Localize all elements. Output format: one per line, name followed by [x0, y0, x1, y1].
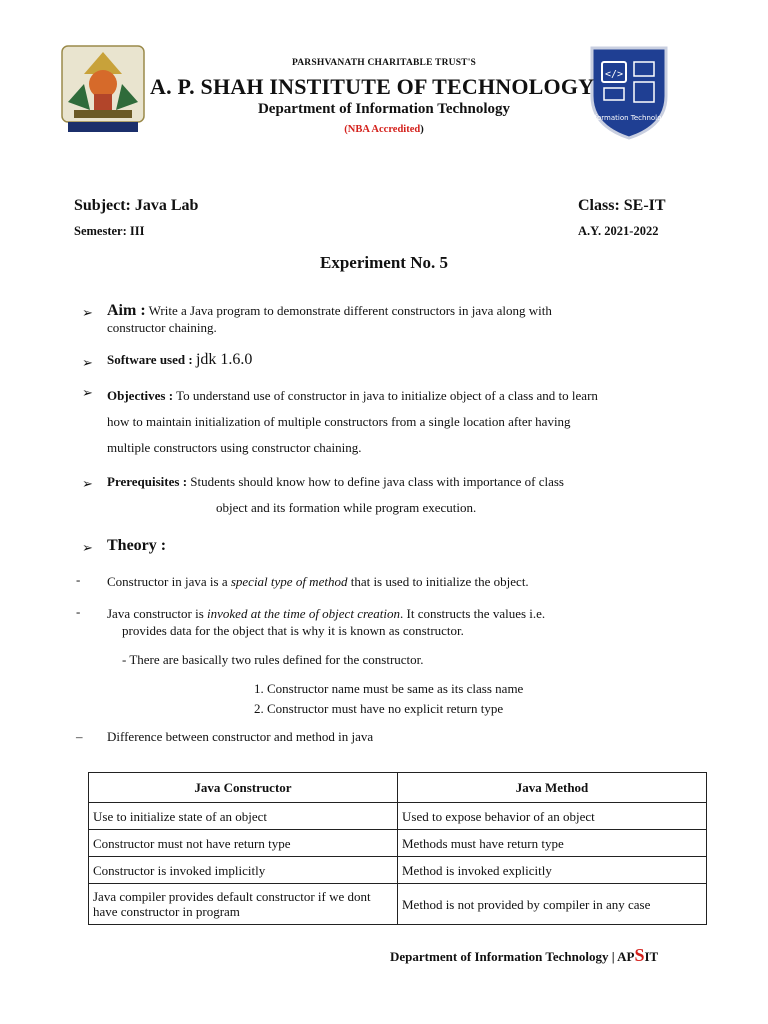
department-name: Department of Information Technology: [257, 101, 511, 117]
prerequisites-section: [107, 473, 564, 490]
table-cell: Used to expose behavior of an object: [398, 803, 707, 830]
objectives-label: Objectives :: [107, 388, 174, 403]
table-cell: Methods must have return type: [398, 830, 707, 857]
bullet-arrow: ➢: [82, 305, 93, 320]
prerequisites-line: Students should know how to define java class with importance of class: [190, 474, 564, 489]
theory-label: Theory :: [107, 537, 167, 554]
difference-heading: Difference between constructor and method in java: [107, 729, 374, 744]
table-row: [89, 803, 707, 830]
objectives-line: To understand use of constructor in java to initialize object of a class and to learn: [176, 388, 598, 403]
aim-text-2: constructor chaining.: [107, 320, 217, 335]
table-row: [89, 884, 707, 925]
constructor-vs-method-table: [88, 772, 707, 925]
en-dash: –: [76, 729, 83, 744]
table-cell: Java compiler provides default constructor if we dont have constructor in program: [89, 884, 398, 925]
objectives-section: [107, 383, 717, 461]
class: Class: SE-IT: [578, 197, 666, 214]
bullet-arrow: ➢: [82, 540, 93, 555]
table-cell: Method is not provided by compiler in any case: [398, 884, 707, 925]
experiment-title: Experiment No. 5: [320, 253, 448, 272]
aim-section: [107, 302, 707, 336]
aim-text: Write a Java program to demonstrate different constructors in java along with: [148, 303, 552, 318]
table-header-row: [89, 773, 707, 803]
theory-paragraph-1: Constructor in java is a special type of method that is used to initialize the object.: [107, 574, 529, 589]
aim-label: Aim :: [107, 302, 146, 319]
prerequisites-line-2: object and its formation while program execution.: [216, 500, 477, 515]
objectives-line: how to maintain initialization of multiple constructors from a single location after having: [107, 414, 571, 429]
rule-1: 1. Constructor name must be same as its class name: [254, 681, 524, 696]
theory-paragraph-2-line-2: provides data for the object that is why it is known as constructor.: [122, 623, 464, 638]
trust-name: PARSHVANATH CHARITABLE TRUST'S: [291, 58, 477, 68]
rules-intro: - There are basically two rules defined for the constructor.: [122, 652, 424, 667]
page-footer: Department of Information Technology | APSIT: [390, 945, 659, 965]
table-cell: Use to initialize state of an object: [89, 803, 398, 830]
svg-text:</>: </>: [604, 69, 624, 80]
column-header: Java Method: [398, 773, 707, 803]
nba-accredited: (NBA Accredited): [344, 124, 424, 135]
software-label: Software used :: [107, 352, 193, 367]
software-value: jdk 1.6.0: [195, 351, 253, 368]
subject: Subject: Java Lab: [74, 197, 199, 214]
institute-name: A. P. SHAH INSTITUTE OF TECHNOLOGY: [150, 74, 595, 99]
table-cell: Constructor must not have return type: [89, 830, 398, 857]
column-header: Java Constructor: [89, 773, 398, 803]
table-cell: Method is invoked explicitly: [398, 857, 707, 884]
objectives-line: multiple constructors using constructor chaining.: [107, 440, 362, 455]
bullet-arrow: ➢: [82, 355, 93, 370]
theory-paragraph-2: Java constructor is invoked at the time of object creation. It constructs the values i.e.: [107, 606, 546, 621]
rule-2: 2. Constructor must have no explicit return type: [254, 701, 504, 716]
table-row: [89, 830, 707, 857]
dash: -: [76, 604, 81, 619]
table-row: [89, 857, 707, 884]
table-cell: Constructor is invoked implicitly: [89, 857, 398, 884]
semester: Semester: III: [74, 224, 145, 238]
software-section: [107, 351, 252, 368]
bullet-arrow: ➢: [82, 385, 93, 400]
svg-text:Information Technology: Information Technology: [588, 114, 670, 122]
prerequisites-label: Prerequisites :: [107, 474, 188, 489]
dash: -: [76, 572, 81, 587]
academic-year: A.Y. 2021-2022: [578, 224, 659, 238]
bullet-arrow: ➢: [82, 476, 93, 491]
